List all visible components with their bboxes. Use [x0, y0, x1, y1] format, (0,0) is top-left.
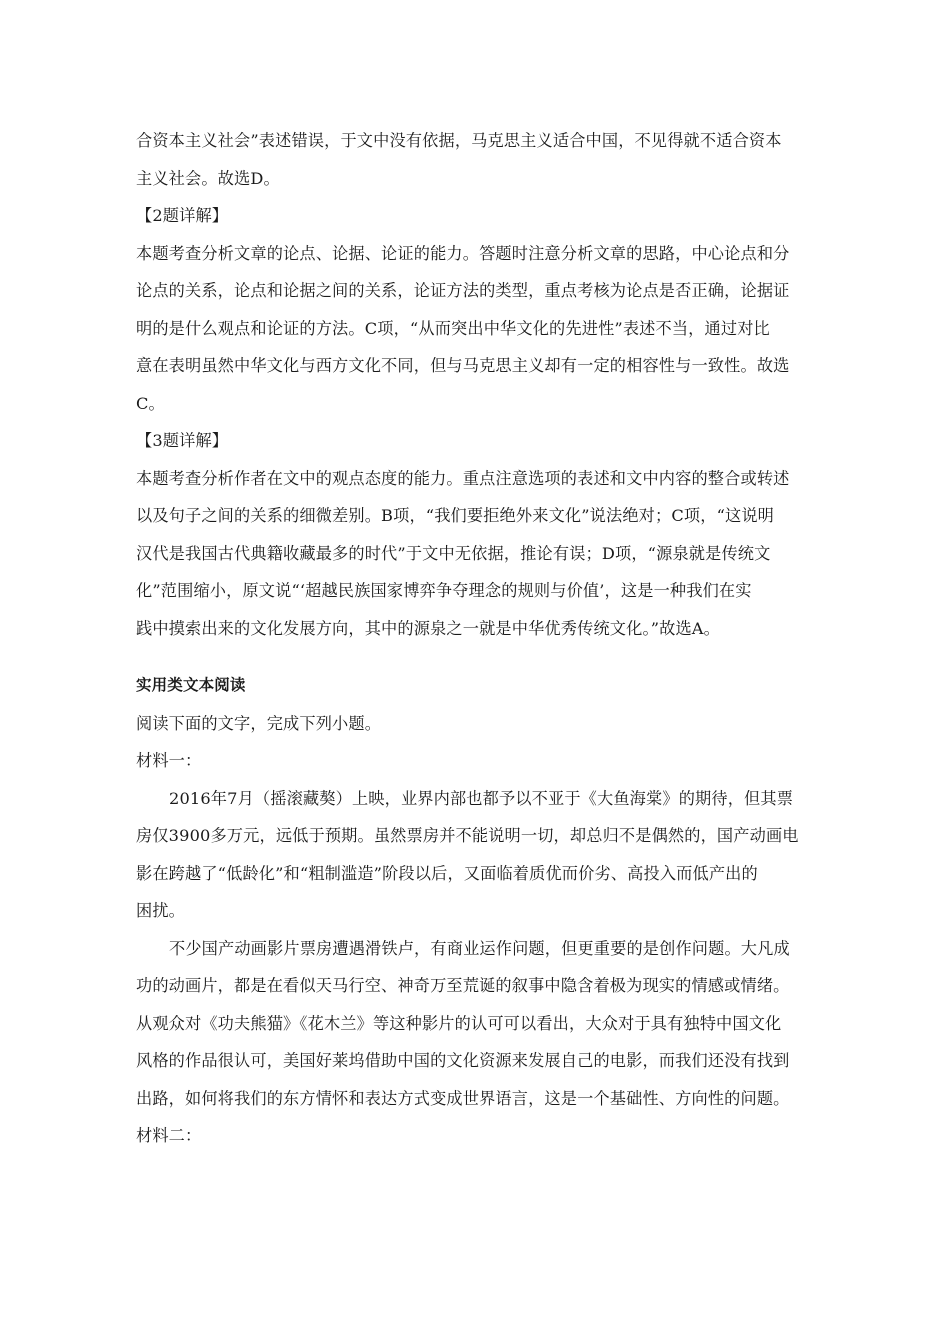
- text-line: 房仅3900多万元，远低于预期。虽然票房并不能说明一切，却总归不是偶然的，国产动画电: [136, 826, 799, 845]
- text-line: 本题考查分析作者在文中的观点态度的能力。重点注意选项的表述和文中内容的整合或转述: [136, 468, 790, 488]
- material1-label: 材料一：: [136, 751, 202, 770]
- text-line: 困扰。: [136, 901, 186, 920]
- text-line: 2016年7月（摇滚藏獒）上映，业界内部也都予以不亚于《大鱼海棠》的期待，但其票: [169, 788, 794, 808]
- text-line: 从观众对《功夫熊猫》《花木兰》等这种影片的认可可以看出，大众对于具有独特中国文化: [136, 1013, 782, 1033]
- section-title: 实用类文本阅读: [136, 676, 246, 694]
- section-gap: [136, 647, 816, 667]
- material1-paragraph-2: [136, 930, 816, 1118]
- text-line: 本题考查分析文章的论点、论据、论证的能力。答题时注意分析文章的思路，中心论点和分: [136, 243, 790, 263]
- text-line: 主义社会。故选D。: [136, 168, 280, 188]
- q2-header: 【2题详解】: [136, 206, 229, 225]
- text-line: 出路，如何将我们的东方情怀和表达方式变成世界语言，这是一个基础性、方向性的问题。: [136, 1088, 790, 1108]
- analysis-intro: [136, 122, 816, 197]
- material1-paragraph-1: [136, 780, 816, 930]
- text-line: 践中摸索出来的文化发展方向，其中的源泉之一就是中华优秀传统文化。”故选A。: [136, 618, 720, 638]
- text-line: 明的是什么观点和论证的方法。C项，“从而突出中华文化的先进性”表述不当，通过对比: [136, 318, 770, 338]
- text-line: 功的动画片，都是在看似天马行空、神奇万至荒诞的叙事中隐含着极为现实的情感或情绪。: [136, 976, 790, 995]
- reading-section: [136, 667, 816, 1155]
- text-line: 合资本主义社会”表述错误，于文中没有依据，马克思主义适合中国，不见得就不适合资本: [136, 131, 782, 150]
- text-line: C。: [136, 393, 165, 413]
- document-page: [136, 122, 816, 1155]
- section-instruction: 阅读下面的文字，完成下列小题。: [136, 713, 382, 733]
- text-line: 汉代是我国古代典籍收藏最多的时代”于文中无依据，推论有误；D项，“源泉就是传统文: [136, 543, 771, 563]
- text-line: 以及句子之间的关系的细微差别。B项，“我们要拒绝外来文化”说法绝对；C项，“这说明: [136, 506, 775, 525]
- text-line: 化”范围缩小，原文说“‘超越民族国家博弈争夺理念的规则与价值’，这是一种我们在实: [136, 581, 752, 600]
- q3-header: 【3题详解】: [136, 431, 229, 450]
- text-line: 风格的作品很认可，美国好莱坞借助中国的文化资源来发展自己的电影，而我们还没有找到: [136, 1051, 790, 1070]
- material2-label: 材料二：: [136, 1126, 202, 1145]
- q2-explanation: [136, 197, 816, 422]
- text-line: 论点的关系，论点和论据之间的关系，论证方法的类型，重点考核为论点是否正确，论据证: [136, 281, 790, 300]
- text-line: 影在跨越了“低龄化”和“粗制滥造”阶段以后，又面临着质优而价劣、高投入而低产出的: [136, 863, 758, 883]
- text-line: 意在表明虽然中华文化与西方文化不同，但与马克思主义却有一定的相容性与一致性。故选: [136, 356, 790, 375]
- text-line: 不少国产动画影片票房遭遇滑铁卢，有商业运作问题，但更重要的是创作问题。大凡成: [169, 938, 790, 958]
- q3-explanation: [136, 422, 816, 647]
